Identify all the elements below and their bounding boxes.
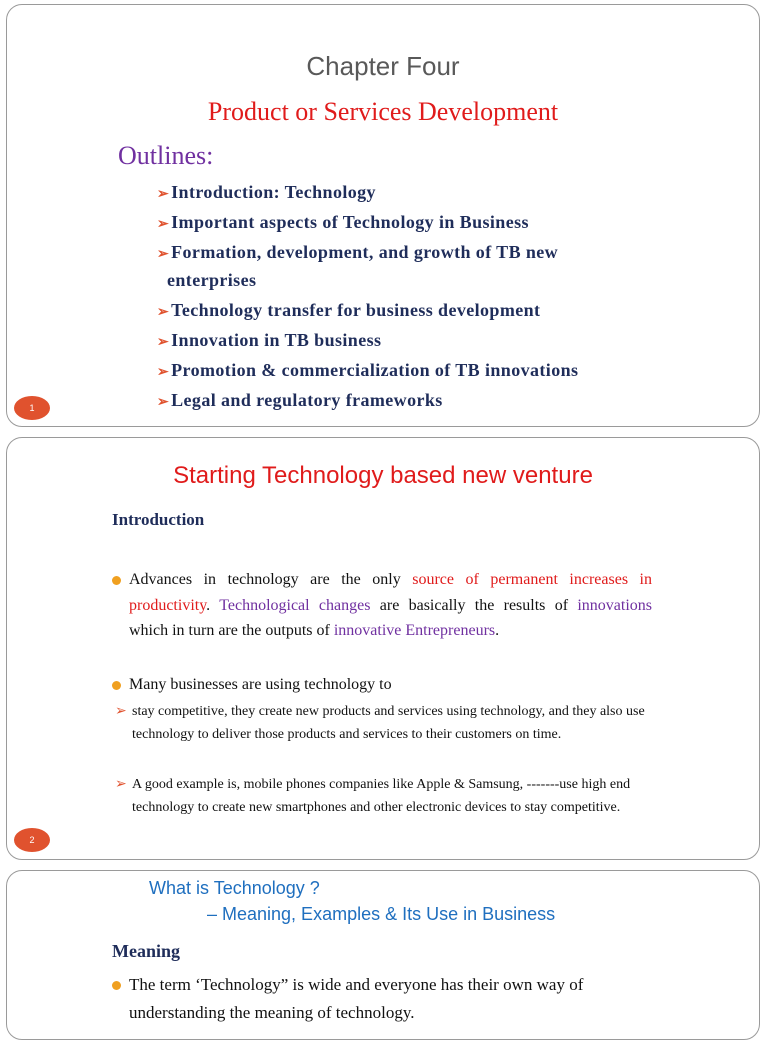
- outline-item: ➢ Formation, development, and growth of TB new: [157, 242, 559, 262]
- paragraph-advances: Advances in technology are the only source of permanent increases in productivity. Technological changes are basically the results of innovations which in turn are the outputs of innovative Entrepreneurs.: [129, 571, 653, 639]
- introduction-heading: Introduction: [112, 510, 205, 529]
- arrow-bullet-icon: ➢: [157, 395, 170, 410]
- arrow-bullet-icon: ➢: [157, 335, 170, 350]
- slide-title-line2: – Meaning, Examples & Its Use in Business: [207, 904, 556, 924]
- arrow-bullet-icon: ➢: [115, 704, 127, 719]
- slide-2: [6, 437, 760, 860]
- paragraph-technology-term: The term ‘Technology” is wide and everyone has their own way of understanding the meaning of technology.: [129, 975, 584, 1022]
- sub-point-good-example: ➢ A good example is, mobile phones companies like Apple & Samsung, -------use high end technology to create new smartphones and other electronic devices to stay competitive.: [132, 773, 652, 819]
- meaning-heading: Meaning: [112, 941, 181, 961]
- chapter-title: Chapter Four: [306, 51, 460, 81]
- outlines-heading: Outlines:: [118, 141, 214, 170]
- bullet-dot-icon: [112, 981, 121, 990]
- outline-item: ➢ Technology transfer for business development: [157, 300, 541, 320]
- arrow-bullet-icon: ➢: [157, 305, 170, 320]
- outline-item: ➢ Introduction: Technology: [157, 182, 376, 202]
- arrow-bullet-icon: ➢: [157, 217, 170, 232]
- page-number-badge: 2: [14, 828, 50, 852]
- sub-point-stay-competitive: ➢ stay competitive, they create new products and services using technology, and they also use technology to deliver those products and services to their customers on time.: [132, 700, 652, 746]
- slide-1: [6, 4, 760, 427]
- arrow-bullet-icon: ➢: [157, 365, 170, 380]
- arrow-bullet-icon: ➢: [157, 187, 170, 202]
- chapter-subtitle: Product or Services Development: [207, 97, 559, 126]
- slide-3: [6, 870, 760, 1040]
- outline-item: ➢ Legal and regulatory frameworks: [157, 390, 443, 410]
- slide-title: Starting Technology based new venture: [173, 462, 593, 489]
- outline-item-continuation: enterprises: [167, 270, 257, 290]
- arrow-bullet-icon: ➢: [157, 247, 170, 262]
- outline-item: ➢ Promotion & commercialization of TB innovations: [157, 360, 579, 380]
- bullet-dot-icon: [112, 681, 121, 690]
- slide-title-line1: What is Technology ?: [149, 878, 320, 898]
- outline-item: ➢ Important aspects of Technology in Business: [157, 212, 529, 232]
- page-number-badge: 1: [14, 396, 50, 420]
- outline-item: ➢ Innovation in TB business: [157, 330, 382, 350]
- paragraph-many-businesses: Many businesses are using technology to: [129, 676, 392, 693]
- bullet-dot-icon: [112, 576, 121, 585]
- arrow-bullet-icon: ➢: [115, 777, 127, 792]
